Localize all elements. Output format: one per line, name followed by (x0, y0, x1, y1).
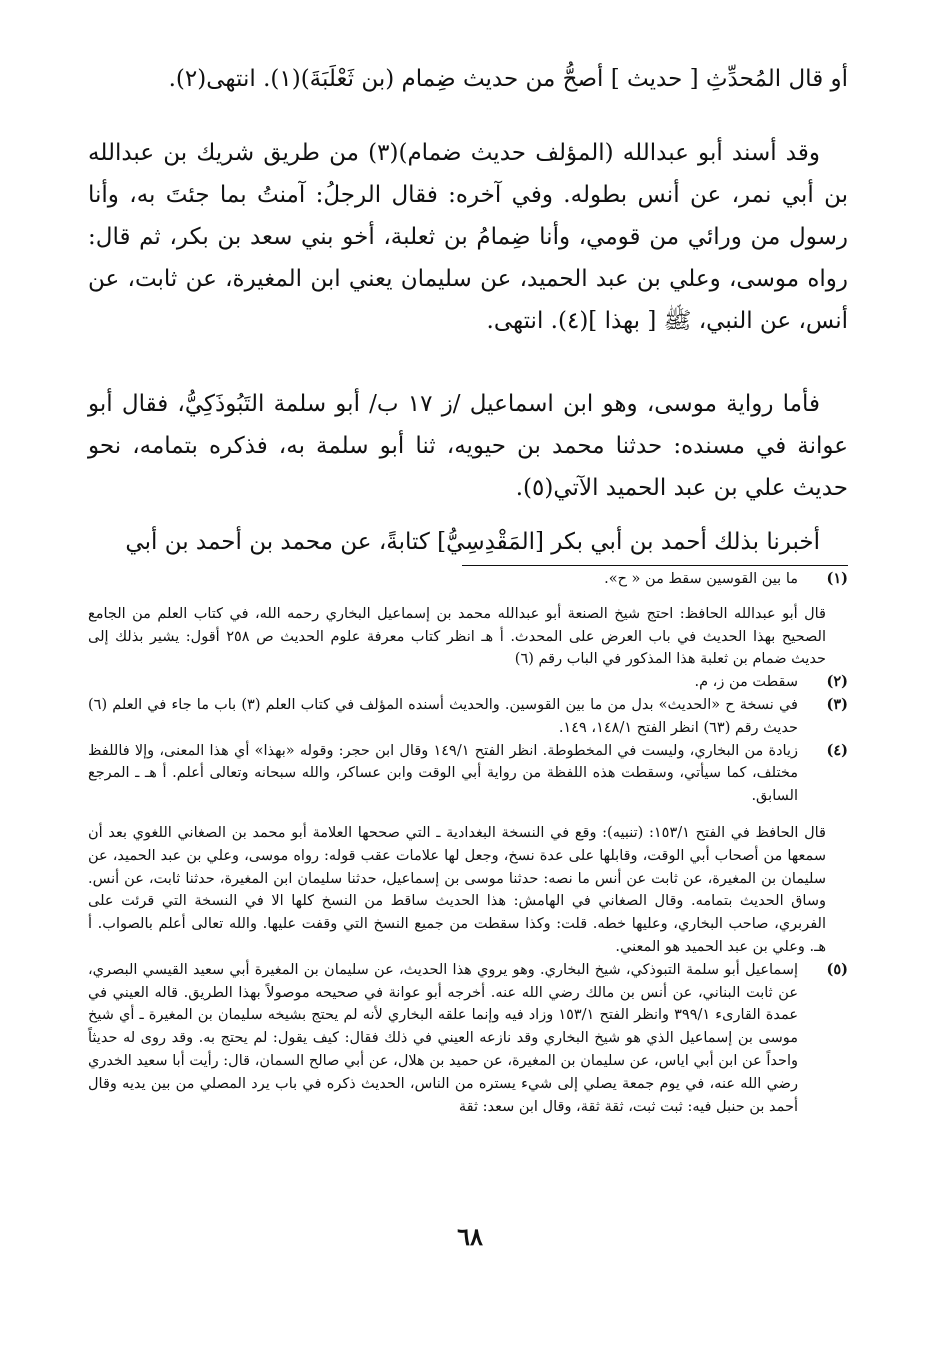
footnote-number: (٥) (826, 960, 848, 978)
footnote-text: زيادة من البخاري، وليست في المخطوطة. انظر الفتح ١٤٩/١ وقال ابن حجر: وقوله «بهذا» أي هذا المعنى، وإلا فاللفظ مختلف، كما سيأتي، وسقطت هذه اللفظة من رواية أبي الوقت وابن عساكر، والله سبحانه وتعالى أعلم. أ هـ ـ المرجع السابق. (88, 742, 799, 805)
footnotes (88, 568, 848, 1118)
footnote-1 (88, 568, 848, 591)
footnote-2 (88, 671, 848, 694)
footnote-1-continuation: قال أبو عبدالله الحافظ: احتج شيخ الصنعة أبو عبدالله محمد بن إسماعيل البخاري رحمه الله، في كتاب العلم من الجامع الصحيح بهذا الحديث في باب العرض على المحدث. أ هـ انظر كتاب معرفة علوم الحديث ص ٢٥٨ أقول: يشير بذلك إلى حديث ضمام بن ثعلبة هذا المذكور في الباب رقم (٦) (88, 605, 826, 668)
footnote-4-continuation: قال الحافظ في الفتح ١٥٣/١: (تنبيه): وقع في النسخة البغدادية ـ التي صححها العلامة أبو محمد بن الصغاني اللغوي بعد أن سمعها من أصحاب أبي الوقت، وقابلها على عدة نسخ، وجعل لها علامات عقب قوله: رواه موسى، وعلي بن عبد الحميد، عن سليمان بن المغيرة، عن ثابت عن أنس ما نصه: حدثنا موسى بن إسماعيل، حدثنا سليمان ابن المغيرة، حدثنا ثابت، عن أنس. وساق الحديث بتمامه. وقال الصغاني في الهامش: هذا الحديث ساقط من النسخ كلها الا في النسخة التي قرئت على الفربري، صاحب البخاري، وعليها خطه. قلت: وكذا سقطت من جميع النسخ التي وقفت عليها. والله تعالى أعلم بالصواب. أ هـ. وعلي بن عبد الحميد هو المعني. (88, 824, 826, 955)
footnote-text: إسماعيل أبو سلمة التبوذكي، شيخ البخاري. وهو يروي هذا الحديث، عن سليمان بن المغيرة أبي سعيد القيسي البصري، عن ثابت البناني، عن أنس بن مالك رضي الله عنه. أخرجه أبو عوانة في صحيحه موصولاً بهذا الطريق. قاله العيني في عمدة القارىء ٣٩٩/١ وانظر الفتح ١٥٣/١ وزاد فيه وإنما علقه البخاري لأنه لم يحتج بشيخه سليمان بن المغيرة ـ أي شيخ موسى بن إسماعيل الذي هو شيخ البخاري وقد نازعه العيني في ذلك فقال: كيف يقول: لم يحتج به. وقد روى له حديثاً واحداً عن ابن أبي اياس، عن سليمان بن المغيرة، عن حميد بن هلال، عن أبي صالح السمان، قال: رأيت أبا سعيد الخدري رضي الله عنه، في يوم جمعة يصلي إلى شيء يستره من الناس، الحديث ذكره في باب يرد المصلي من بين يديه وقال أحمد بن حنبل فيه: ثبت ثبت، ثقة ثقة، وقال ابن سعد: ثقة (88, 961, 798, 1115)
footnote-number: (٢) (826, 673, 848, 691)
paragraph-3: فأما رواية موسى، وهو ابن اسماعيل /ز ١٧ ب/ أبو سلمة التَبُوذَكِيُّ، فقال أبو عوانة في مسنده: حدثنا محمد بن حيويه، ثنا أبو سلمة به، فذكره بتمامه، نحو حديث علي بن عبد الحميد الآتي(٥). (88, 391, 848, 501)
footnote-4 (88, 740, 848, 808)
footnote-number: (٣) (826, 695, 848, 713)
footnote-text: سقطت من ز، م. (694, 674, 798, 691)
footnote-number: (١) (826, 570, 848, 587)
footnote-separator (462, 565, 848, 566)
footnote-text: ما بين القوسين سقط من « ح». (604, 571, 798, 587)
footnote-number: (٤) (826, 741, 848, 759)
footnote-5 (88, 959, 848, 1119)
page-number: ٦٨ (457, 1222, 483, 1251)
paragraph-4: أخبرنا بذلك أحمد بن أبي بكر [المَقْدِسِيُّ] كتابةً، عن محمد بن أحمد بن أبي (125, 529, 820, 555)
footnote-text: في نسخة ح «الحديث» بدل من ما بين القوسين. والحديث أسنده المؤلف في كتاب العلم (٣) باب ما جاء في العلم (٦) حديث رقم (٦٣) انظر الفتح ١٤٨/١، ١٤٩. (88, 696, 798, 736)
footnote-3 (88, 694, 848, 740)
paragraph-1: أو قال المُحدِّثِ [ حديث ] أصحُّ من حديث ضِمام (بن ثَعْلَبَةَ)(١). انتهى(٢). (168, 66, 848, 92)
paragraph-2: وقد أسند أبو عبدالله (المؤلف حديث ضمام)(٣) من طريق شريك بن عبدالله بن أبي نمر، عن أنس بطوله. وفي آخره: فقال الرجلُ: آمنتُ بما جئتَ به، وأنا رسول من ورائي من قومي، وأنا ضِمامُ بن ثعلبة، أخو بني سعد بن بكر، ثم قال: رواه موسى، وعلي بن عبد الحميد، عن سليمان يعني ابن المغيرة، عن ثابت، عن أنس، عن النبي، ﷺ [ بهذا ](٤). انتهى. (88, 140, 848, 334)
